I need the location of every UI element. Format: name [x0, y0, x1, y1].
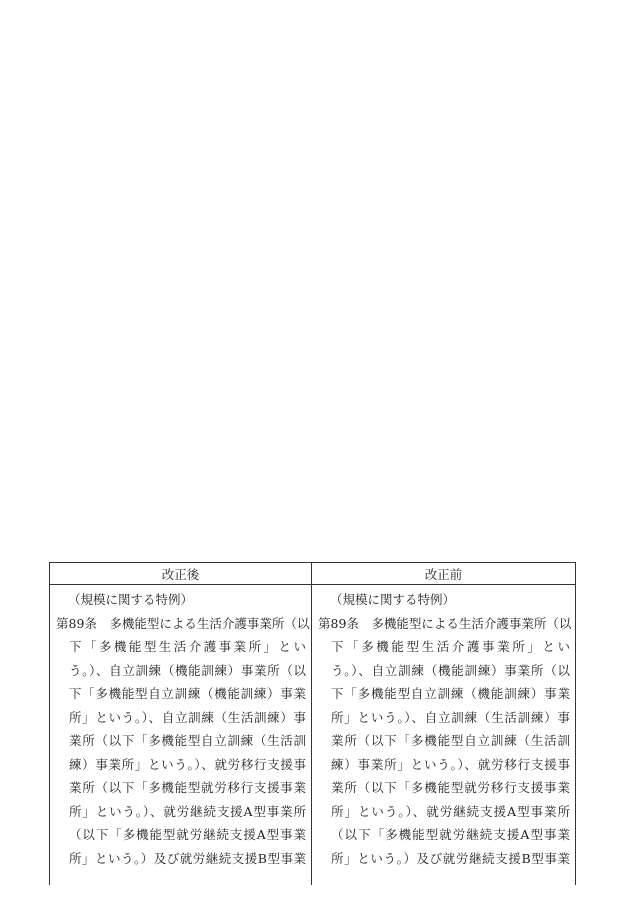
article-line: 業所（以下「多機能型就労移行支援事業: [69, 780, 306, 795]
article-line: 業所（以下「多機能型自立訓練（生活訓: [69, 733, 306, 748]
article-line: 下「多機能型生活介護事業所」とい: [331, 639, 570, 654]
article-line: う。）、自立訓練（機能訓練）事業所（以: [331, 662, 570, 678]
article-line: 所」という。）、就労継続支援A型事業所: [69, 803, 306, 819]
article-heading: （規模に関する特例）: [330, 592, 456, 607]
article-line: （以下「多機能型就労継続支援A型事業: [331, 827, 570, 842]
article-line: 第89条 多機能型による生活介護事業所（以: [318, 615, 572, 631]
article-line: 下「多機能型自立訓練（機能訓練）事業: [69, 686, 306, 701]
article-line: 業所（以下「多機能型就労移行支援事業: [331, 780, 570, 795]
article-line: 業所（以下「多機能型自立訓練（生活訓: [331, 733, 570, 748]
header-before: 改正前: [312, 563, 576, 585]
article-line: 所」という。）、自立訓練（生活訓練）事: [331, 709, 570, 725]
article-line: 下「多機能型自立訓練（機能訓練）事業: [331, 686, 570, 701]
article-heading: （規模に関する特例）: [68, 592, 194, 607]
before-column: [312, 585, 576, 886]
article-line: 所」という。）及び就労継続支援B型事業: [69, 850, 306, 866]
article-line: 下「多機能型生活介護事業所」とい: [69, 639, 306, 654]
body-row: [50, 585, 576, 886]
article-line: 練）事業所」という。）、就労移行支援事: [331, 756, 570, 772]
article-line: 所」という。）及び就労継続支援B型事業: [331, 850, 570, 866]
article-line: 所」という。）、就労継続支援A型事業所: [331, 803, 570, 819]
article-line: （以下「多機能型就労継続支援A型事業: [69, 827, 306, 842]
article-line: 第89条 多機能型による生活介護事業所（以: [56, 615, 310, 631]
header-after: 改正後: [50, 563, 312, 585]
article-line: 所」という。）、自立訓練（生活訓練）事: [69, 709, 306, 725]
after-column: [50, 585, 312, 886]
article-line: 練）事業所」という。）、就労移行支援事: [69, 756, 306, 772]
article-line: う。）、自立訓練（機能訓練）事業所（以: [69, 662, 306, 678]
comparison-table: [49, 562, 576, 885]
header-row: [50, 563, 576, 585]
